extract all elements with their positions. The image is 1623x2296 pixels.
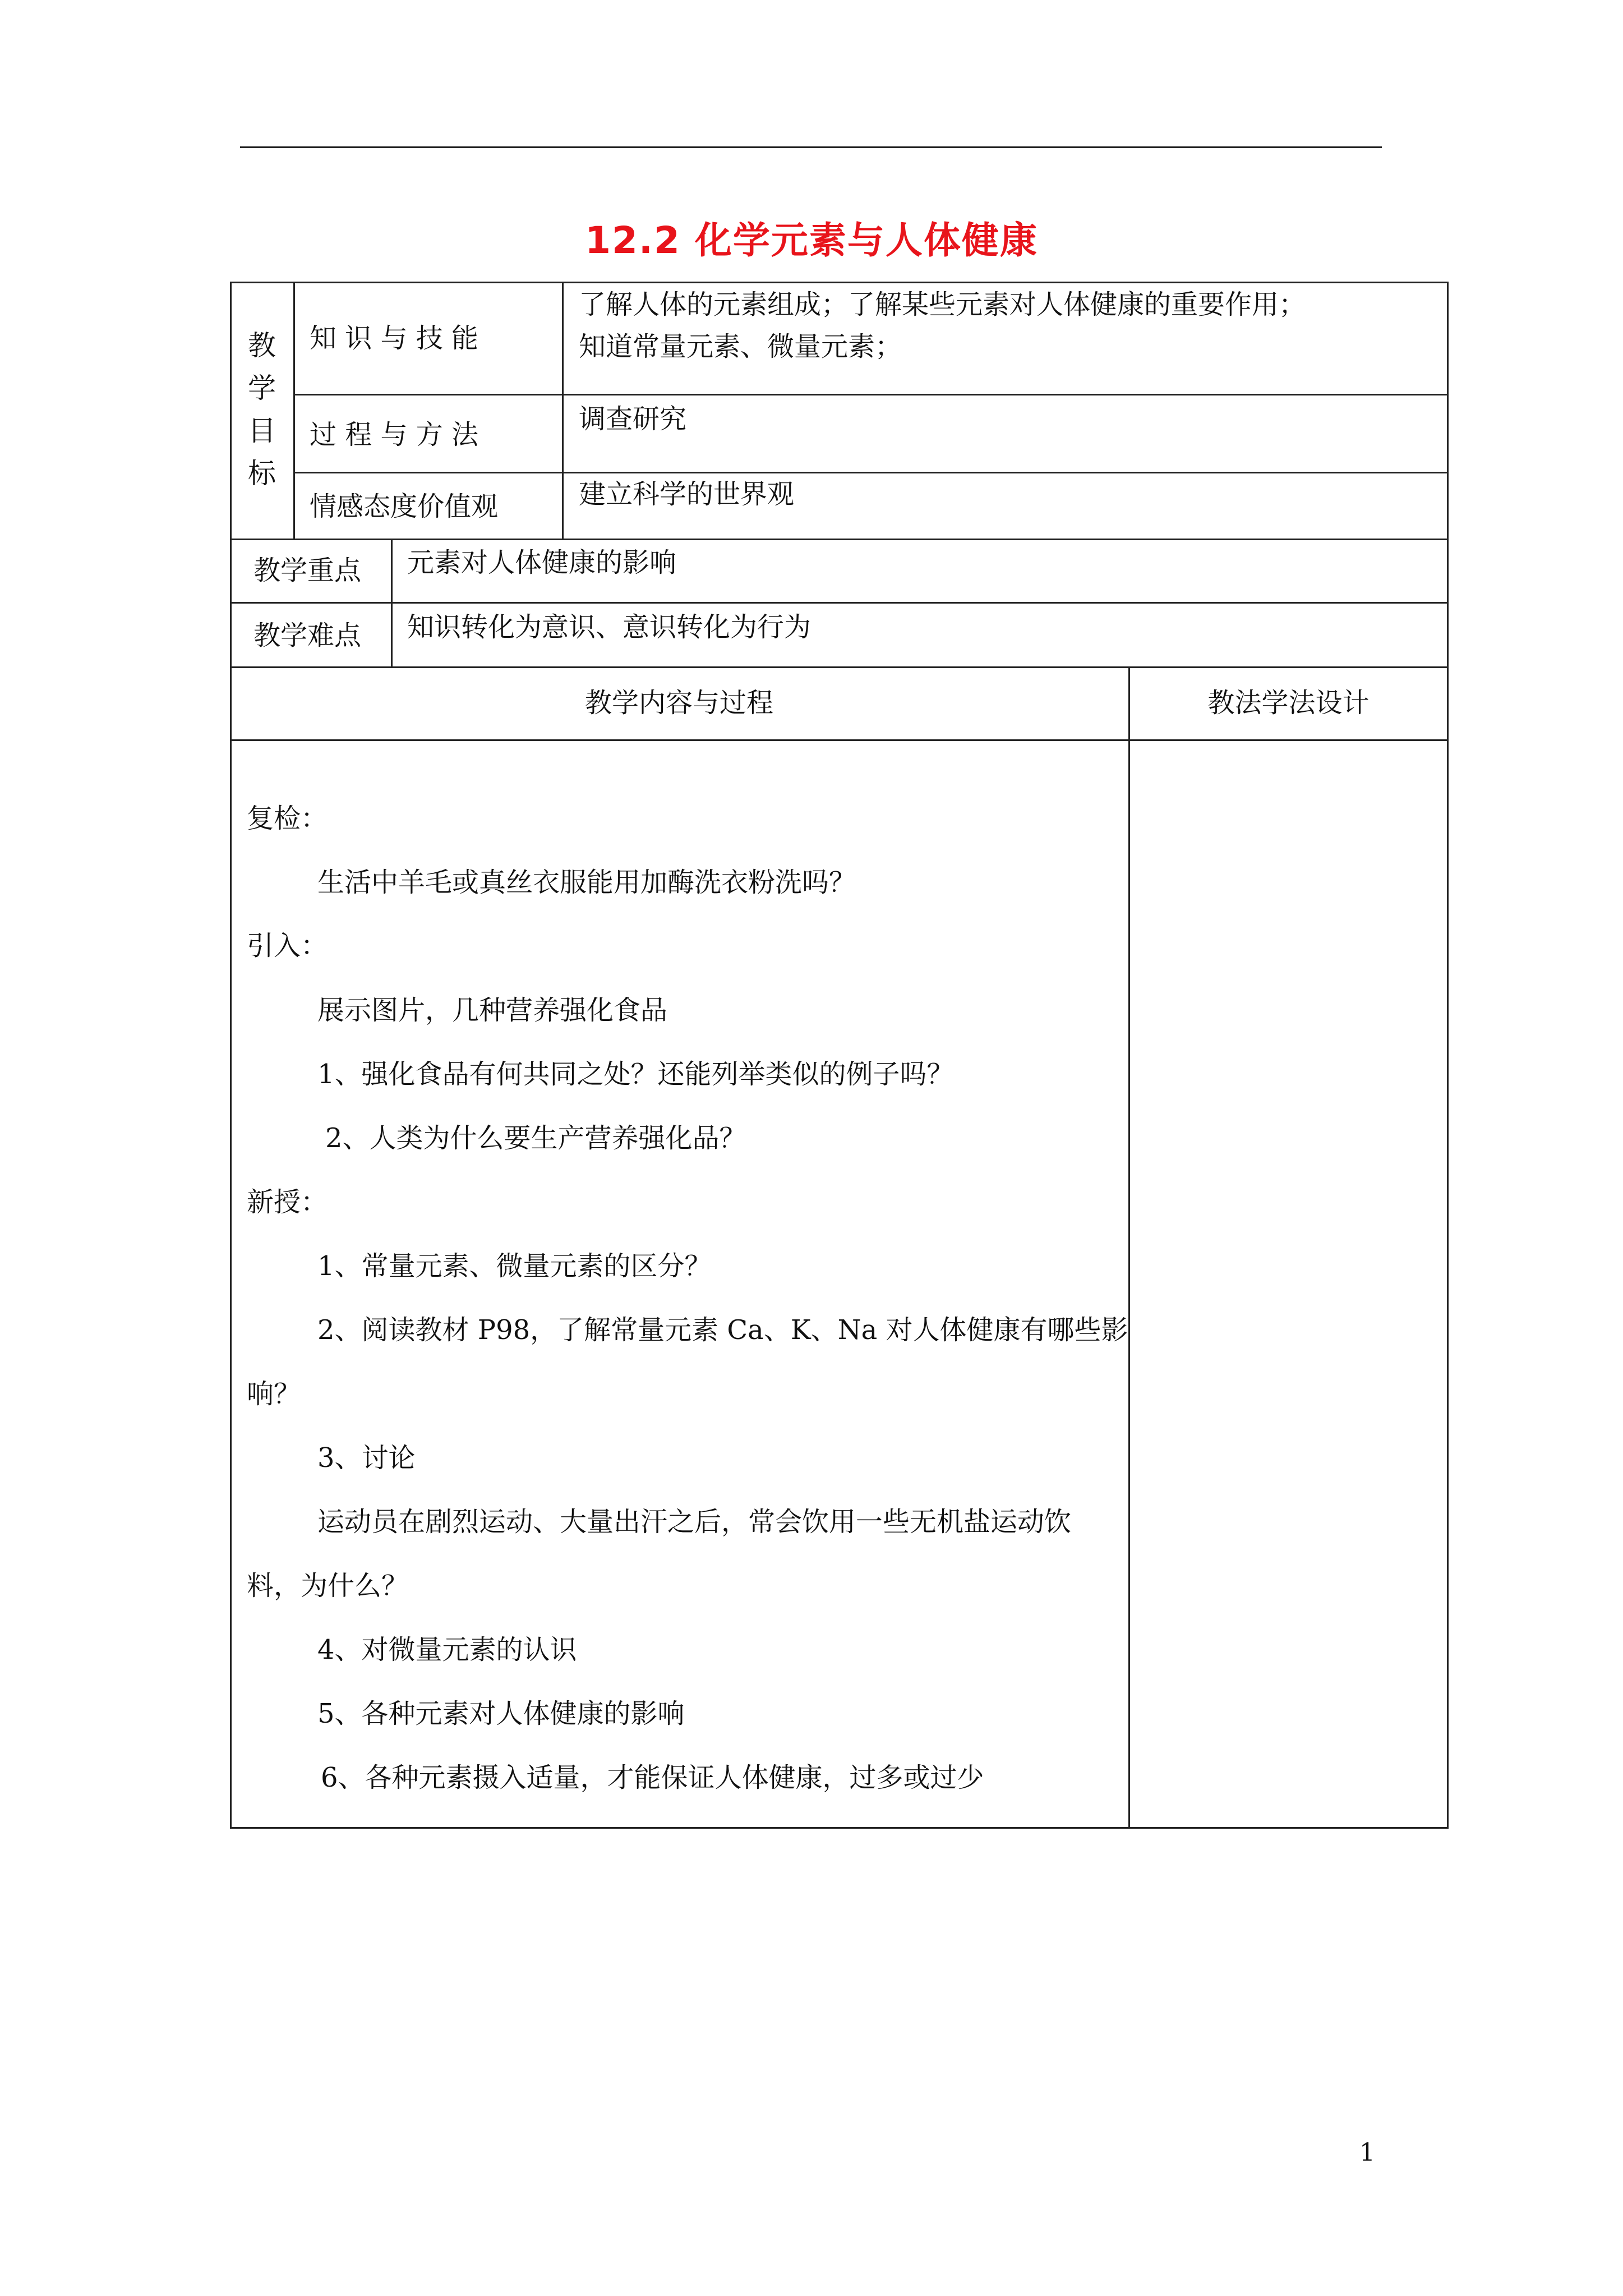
lesson-line: 生活中羊毛或真丝衣服能用加酶洗衣粉洗吗？ xyxy=(317,867,856,898)
lesson-line: 1、常量元素、微量元素的区分？ xyxy=(317,1250,712,1282)
content-process-header: 教学内容与过程 xyxy=(584,687,773,719)
lesson-line: 展示图片，几种营养强化食品 xyxy=(317,995,668,1026)
difficulty-label: 教学难点 xyxy=(253,620,362,651)
page-title: 12.2 化学元素与人体健康 xyxy=(585,219,1038,262)
lesson-line: 引入： xyxy=(247,930,328,961)
divider xyxy=(293,394,1449,395)
lesson-line: 2、人类为什么要生产营养强化品？ xyxy=(325,1122,746,1154)
method-design-header: 教法学法设计 xyxy=(1207,687,1370,719)
header-rule xyxy=(240,146,1382,148)
lesson-line: 5、各种元素对人体健康的影响 xyxy=(317,1698,685,1729)
page-number: 1 xyxy=(1359,2138,1375,2167)
key-point-label: 教学重点 xyxy=(253,555,362,586)
attitude-label: 情感态度价值观 xyxy=(310,491,499,522)
key-point-content: 元素对人体健康的影响 xyxy=(407,547,677,578)
lesson-line: 响？ xyxy=(247,1378,301,1410)
divider xyxy=(293,282,295,539)
difficulty-content: 知识转化为意识、意识转化为行为 xyxy=(407,611,811,643)
lesson-line: 1、强化食品有何共同之处？还能列举类似的例子吗？ xyxy=(317,1059,954,1090)
divider xyxy=(230,602,1449,604)
knowledge-label: 知 识 与 技 能 xyxy=(310,323,479,354)
lesson-line: 4、对微量元素的认识 xyxy=(317,1634,577,1665)
divider xyxy=(230,666,1449,668)
lesson-line: 运动员在剧烈运动、大量出汗之后，常会饮用一些无机盐运动饮 xyxy=(317,1506,1072,1538)
process-label: 过 程 与 方 法 xyxy=(310,419,479,450)
divider xyxy=(562,282,564,539)
knowledge-content-line-2: 知道常量元素、微量元素； xyxy=(579,331,902,362)
attitude-content: 建立科学的世界观 xyxy=(579,478,795,510)
knowledge-content-line-1: 了解人体的元素组成；了解某些元素对人体健康的重要作用； xyxy=(579,289,1306,320)
objectives-header-label: 教 学 目 标 xyxy=(248,329,276,490)
divider xyxy=(293,472,1449,473)
divider xyxy=(1128,666,1130,1829)
lesson-line: 新授： xyxy=(247,1186,328,1218)
process-content: 调查研究 xyxy=(579,403,687,435)
divider xyxy=(230,739,1449,741)
lesson-line: 料，为什么？ xyxy=(247,1570,409,1602)
lesson-line: 3、讨论 xyxy=(317,1442,416,1474)
lesson-line: 6、各种元素摄入适量，才能保证人体健康，过多或过少 xyxy=(321,1762,984,1793)
lesson-line: 2、阅读教材 P98，了解常量元素 Ca、K、Na 对人体健康有哪些影 xyxy=(317,1314,1128,1346)
lesson-line: 复检： xyxy=(247,803,328,834)
